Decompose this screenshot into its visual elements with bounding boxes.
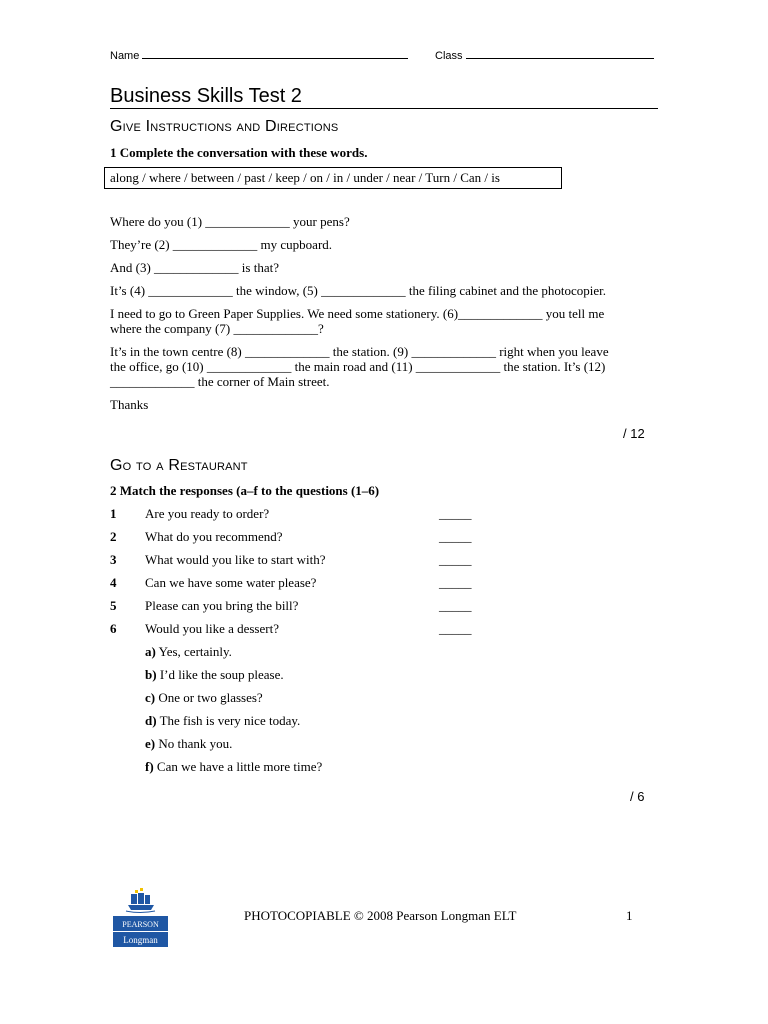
answer-blank[interactable]: _____ — [439, 552, 472, 567]
response-item — [145, 759, 322, 775]
response-item — [145, 667, 284, 683]
response-letter: a) — [145, 644, 156, 659]
question-number: 1 — [110, 506, 117, 521]
section1-title: Give Instructions and Directions — [110, 118, 339, 135]
response-letter: b) — [145, 667, 157, 682]
line-6: where the company (7) _____________? — [110, 321, 324, 336]
word-box — [104, 167, 562, 189]
line-4: It’s (4) _____________ the window, (5) _____________ the filing cabinet and the photocopier. — [110, 283, 606, 298]
question-text: What do you recommend? — [145, 529, 283, 544]
answer-blank[interactable]: _____ — [439, 598, 472, 613]
question-number: 2 — [110, 529, 117, 544]
response-letter: e) — [145, 736, 156, 751]
footer-copyright: PHOTOCOPIABLE © 2008 Pearson Longman ELT — [244, 908, 517, 923]
name-field[interactable] — [110, 49, 408, 62]
question-number: 4 — [110, 575, 117, 590]
question-number: 6 — [110, 621, 117, 636]
section2-score: / 6 — [630, 789, 645, 804]
response-text: The fish is very nice today. — [159, 713, 301, 728]
class-input-line[interactable] — [466, 49, 654, 59]
name-input-line[interactable] — [142, 49, 408, 59]
response-text: One or two glasses? — [158, 690, 263, 705]
svg-text:Longman: Longman — [123, 935, 158, 945]
question-text: Would you like a dessert? — [145, 621, 279, 636]
line-9: _____________ the corner of Main street. — [110, 374, 330, 389]
line-2: They’re (2) _____________ my cupboard. — [110, 237, 333, 252]
question-text: Can we have some water please? — [145, 575, 317, 590]
response-item — [145, 690, 263, 706]
section1-score: / 12 — [623, 426, 645, 441]
class-field[interactable] — [435, 49, 654, 62]
response-letter: c) — [145, 690, 156, 705]
response-letter: d) — [145, 713, 157, 728]
response-item — [145, 713, 300, 729]
line-7: It’s in the town centre (8) _____________ the station. (9) _____________ right when you leave — [110, 344, 609, 359]
question-text: What would you like to start with? — [145, 552, 326, 567]
question-text: Please can you bring the bill? — [145, 598, 299, 613]
line-1: Where do you (1) _____________ your pens? — [110, 214, 350, 229]
response-text: Can we have a little more time? — [156, 759, 323, 774]
section2-title: Go to a Restaurant — [110, 457, 248, 474]
section1-question: 1 Complete the conversation with these words. — [110, 145, 368, 160]
response-letter: f) — [145, 759, 154, 774]
line-3: And (3) _____________ is that? — [110, 260, 279, 275]
line-10: Thanks — [110, 397, 149, 412]
answer-blank[interactable]: _____ — [439, 621, 472, 636]
page-number: 1 — [626, 908, 633, 923]
svg-text:PEARSON: PEARSON — [122, 920, 159, 929]
name-label: Name — [110, 50, 140, 62]
response-text: I’d like the soup please. — [159, 667, 284, 682]
question-text: Are you ready to order? — [145, 506, 270, 521]
response-item — [145, 736, 232, 752]
question-number: 3 — [110, 552, 117, 567]
line-8: the office, go (10) _____________ the main road and (11) _____________ the station. It’s (12) — [110, 359, 606, 374]
answer-blank[interactable]: _____ — [439, 575, 472, 590]
response-text: No thank you. — [158, 736, 233, 751]
response-text: Yes, certainly. — [158, 644, 232, 659]
line-5: I need to go to Green Paper Supplies. We need some stationery. (6)_____________ you tell me — [110, 306, 605, 321]
answer-blank[interactable]: _____ — [439, 506, 472, 521]
word-box-text: along / where / between / past / keep / on / in / under / near / Turn / Can / is — [110, 170, 500, 185]
logo-ship-icon — [112, 888, 169, 948]
page-title: Business Skills Test 2 — [110, 85, 302, 107]
question-number: 5 — [110, 598, 117, 613]
response-item — [145, 644, 232, 660]
title-divider — [110, 108, 658, 109]
answer-blank[interactable]: _____ — [439, 529, 472, 544]
pearson-longman-logo — [112, 888, 169, 948]
section2-question: 2 Match the responses (a–f to the questions (1–6) — [110, 483, 380, 498]
class-label: Class — [435, 50, 463, 62]
